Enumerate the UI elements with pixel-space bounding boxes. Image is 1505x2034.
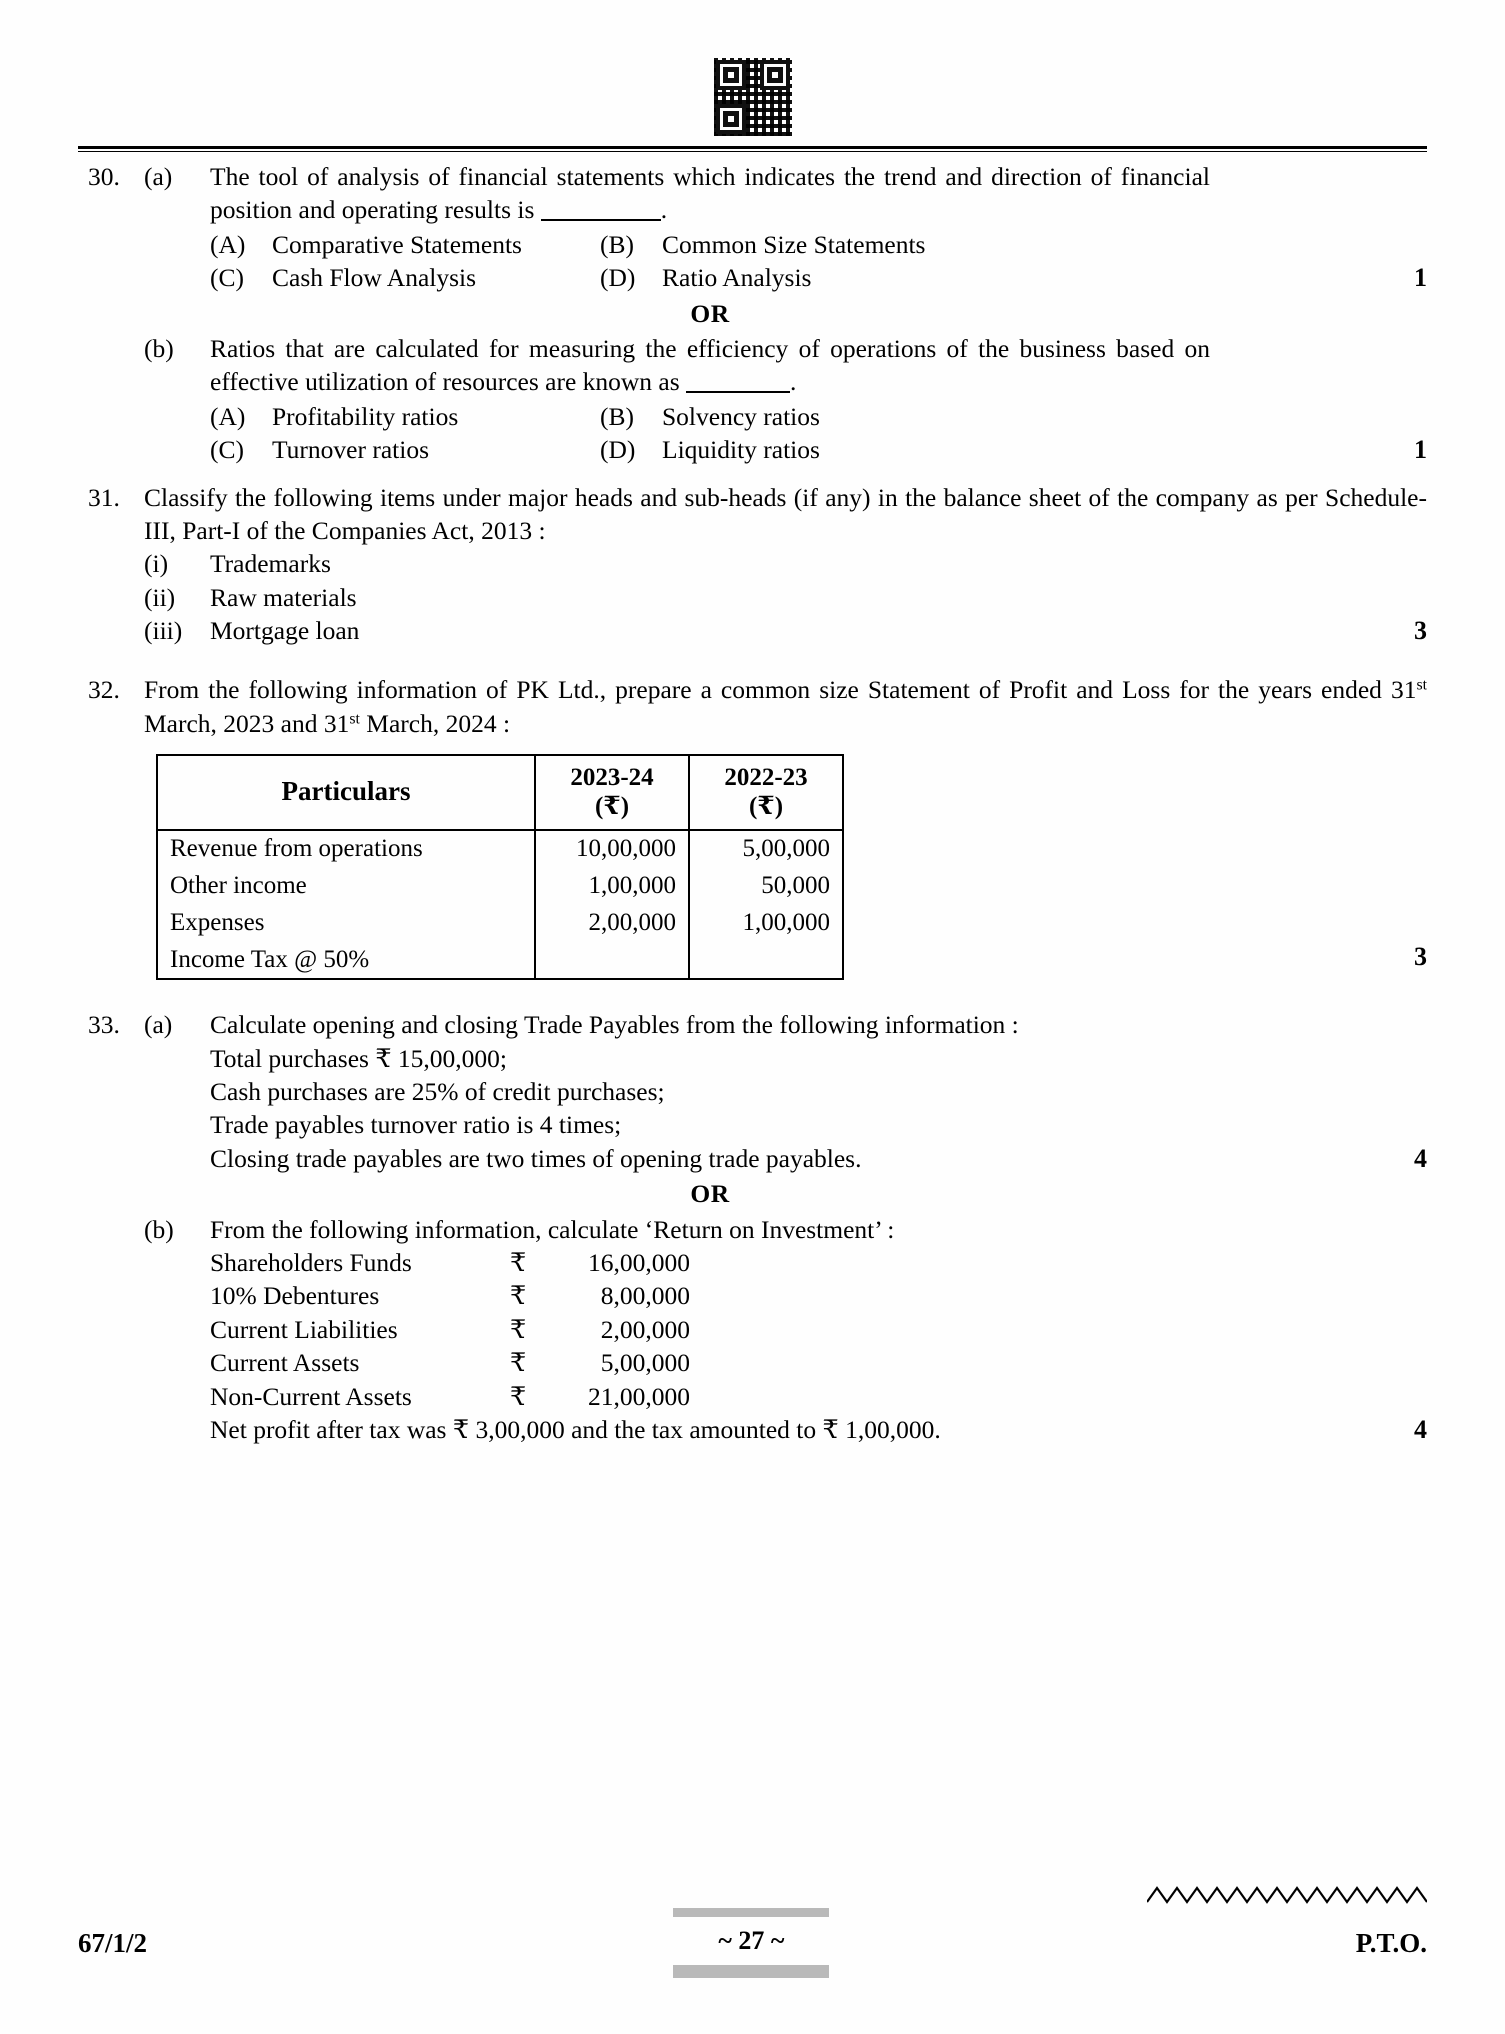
option-d-label: Ratio Analysis xyxy=(662,263,812,293)
item-key: (i) xyxy=(144,549,169,579)
question-33a-line-1: Total purchases ₹ 15,00,000; xyxy=(210,1043,508,1073)
question-33b-text: From the following information, calculate ‘Return on Investment’ : xyxy=(210,1214,895,1244)
page-number: ~ 27 ~ xyxy=(718,1926,785,1955)
option-b-key: (B) xyxy=(600,401,634,431)
rupee-symbol: ₹ xyxy=(510,1314,527,1344)
option-d[interactable] xyxy=(600,261,1427,294)
list-item xyxy=(144,547,1427,580)
question-30b-stem-end: . xyxy=(790,367,797,397)
option-c[interactable] xyxy=(210,433,600,466)
question-31-marks: 3 xyxy=(1414,616,1427,646)
question-30a-stem: The tool of analysis of financial statements which indicates the trend and direction of financial position and operating results is xyxy=(210,162,1210,225)
column-header-2022-23-unit: (₹) xyxy=(748,793,784,821)
rupee-symbol: ₹ xyxy=(510,1381,527,1411)
option-b[interactable] xyxy=(600,228,1427,261)
question-33 xyxy=(78,1008,1427,1212)
table-row xyxy=(157,905,843,942)
item-label: Trademarks xyxy=(210,549,331,579)
cell-2022-23: 5,00,000 xyxy=(689,830,843,868)
question-30a-text xyxy=(210,160,1210,227)
question-30b xyxy=(78,332,1427,467)
question-33a-marks: 4 xyxy=(1414,1143,1427,1173)
amount-value: 16,00,000 xyxy=(588,1247,690,1277)
answer-blank xyxy=(541,219,661,221)
item-key: (iii) xyxy=(144,616,183,646)
item-key: (ii) xyxy=(144,582,176,612)
question-33-or-label: OR xyxy=(690,1179,730,1209)
question-32 xyxy=(78,673,1427,740)
question-33b-label: (b) xyxy=(144,1214,174,1244)
option-a[interactable] xyxy=(210,228,600,261)
amount-row xyxy=(210,1279,1427,1312)
question-30a-marks: 1 xyxy=(1414,263,1427,293)
amount-value: 8,00,000 xyxy=(600,1281,690,1311)
rupee-symbol: ₹ xyxy=(510,1281,527,1311)
question-33a-text: Calculate opening and closing Trade Payables from the following information : xyxy=(210,1010,1019,1040)
question-33a-line-4: Closing trade payables are two times of opening trade payables. xyxy=(210,1143,862,1173)
option-a-key: (A) xyxy=(210,229,246,259)
amount-row xyxy=(210,1246,1427,1279)
question-30b-text xyxy=(210,332,1210,399)
cell-2022-23: 1,00,000 xyxy=(689,905,843,942)
paper-code: 67/1/2 xyxy=(78,1927,148,1958)
amount-row xyxy=(210,1313,1427,1346)
qr-code-container xyxy=(0,58,1505,136)
column-header-2023-24-unit: (₹) xyxy=(594,793,630,821)
question-33a-line-3: Trade payables turnover ratio is 4 times; xyxy=(210,1110,622,1140)
option-d-key: (D) xyxy=(600,435,636,465)
question-32-text xyxy=(144,673,1427,740)
header-divider xyxy=(78,146,1427,152)
option-d-key: (D) xyxy=(600,263,636,293)
option-b-key: (B) xyxy=(600,229,634,259)
pto-label: P.T.O. xyxy=(1355,1927,1427,1958)
amount-label: Non-Current Assets xyxy=(210,1381,412,1411)
ordinal-suffix: st xyxy=(349,710,360,728)
ordinal-suffix: st xyxy=(1416,676,1427,694)
cell-2023-24 xyxy=(535,942,689,980)
question-31 xyxy=(78,481,1427,648)
question-32-text-part3: March, 2024 : xyxy=(359,708,511,738)
qr-code-icon xyxy=(714,58,792,136)
column-header-2022-23 xyxy=(689,755,843,830)
question-33b-amounts xyxy=(210,1246,1427,1413)
table-header-row xyxy=(157,755,843,830)
profit-loss-table-wrapper xyxy=(156,754,1427,980)
amount-label: Current Assets xyxy=(210,1348,360,1378)
question-33-number: 33. xyxy=(88,1010,120,1040)
cell-2023-24: 10,00,000 xyxy=(535,830,689,868)
question-32-text-part1: From the following information of PK Ltd., prepare a common size Statement of Profit and Loss for the years ended 31 xyxy=(144,675,1417,705)
column-header-particulars: Particulars xyxy=(157,755,535,830)
cell-particulars: Other income xyxy=(157,868,535,905)
option-c[interactable] xyxy=(210,261,600,294)
option-a-label: Comparative Statements xyxy=(272,229,522,259)
list-item xyxy=(144,581,1427,614)
question-33b-closing-wrapper xyxy=(210,1413,1427,1446)
question-30b-label: (b) xyxy=(144,333,174,363)
cell-2022-23 xyxy=(689,942,843,980)
question-33a-line-4-wrapper xyxy=(210,1142,1427,1175)
question-30b-stem: Ratios that are calculated for measuring the efficiency of operations of the business based on effective utilization of resources are known as xyxy=(210,333,1210,397)
question-32-text-part2: March, 2023 and 31 xyxy=(144,708,350,738)
item-label: Raw materials xyxy=(210,582,357,612)
cell-2022-23: 50,000 xyxy=(689,868,843,905)
option-a[interactable] xyxy=(210,400,600,433)
question-30a-options xyxy=(210,228,1427,295)
answer-blank xyxy=(686,391,790,393)
question-30-number: 30. xyxy=(88,162,120,191)
questions-content xyxy=(78,160,1427,1446)
option-b-label: Common Size Statements xyxy=(662,229,926,259)
amount-label: Shareholders Funds xyxy=(210,1247,412,1277)
amount-label: 10% Debentures xyxy=(210,1281,380,1311)
option-d[interactable] xyxy=(600,433,1427,466)
question-32-number: 32. xyxy=(88,675,120,705)
page-bar-bottom xyxy=(673,1965,829,1978)
page-footer xyxy=(78,1908,1427,1978)
question-33a-line-2: Cash purchases are 25% of credit purchases; xyxy=(210,1077,665,1107)
option-c-label: Cash Flow Analysis xyxy=(272,263,477,293)
column-header-2023-24 xyxy=(535,755,689,830)
cell-particulars: Expenses xyxy=(157,905,535,942)
option-d-label: Liquidity ratios xyxy=(662,435,820,465)
amount-row xyxy=(210,1346,1427,1379)
question-32-marks: 3 xyxy=(1414,942,1427,972)
list-item xyxy=(144,614,1427,647)
cell-2023-24: 2,00,000 xyxy=(535,905,689,942)
amount-label: Current Liabilities xyxy=(210,1314,398,1344)
amount-value: 5,00,000 xyxy=(600,1348,690,1378)
option-c-label: Turnover ratios xyxy=(272,435,430,465)
profit-loss-table xyxy=(156,754,844,980)
amount-value: 2,00,000 xyxy=(600,1314,690,1344)
squiggle-decoration xyxy=(1147,1884,1427,1906)
cell-particulars: Revenue from operations xyxy=(157,830,535,868)
question-33b xyxy=(78,1213,1427,1447)
cell-2023-24: 1,00,000 xyxy=(535,868,689,905)
amount-row xyxy=(210,1380,1427,1413)
table-row xyxy=(157,942,843,980)
question-30b-options xyxy=(210,400,1427,467)
question-31-items xyxy=(144,547,1427,647)
rupee-symbol: ₹ xyxy=(510,1348,527,1378)
question-30a-label: (a) xyxy=(144,162,173,191)
option-c-key: (C) xyxy=(210,263,244,293)
question-30 xyxy=(78,160,1427,332)
option-b-label: Solvency ratios xyxy=(662,401,820,431)
option-b[interactable] xyxy=(600,400,1427,433)
question-33b-closing-line: Net profit after tax was ₹ 3,00,000 and the tax amounted to ₹ 1,00,000. xyxy=(210,1414,941,1444)
page-bar-top xyxy=(673,1908,829,1917)
amount-value: 21,00,000 xyxy=(588,1381,690,1411)
question-31-text: Classify the following items under major heads and sub-heads (if any) in the balance sheet of the company as per Schedule-III, Part-I of the Companies Act, 2013 : xyxy=(144,482,1427,545)
question-33b-marks: 4 xyxy=(1414,1414,1427,1444)
rupee-symbol: ₹ xyxy=(510,1247,527,1277)
question-31-number: 31. xyxy=(88,482,120,512)
column-header-2023-24-year: 2023-24 xyxy=(570,764,654,792)
question-30-or-label: OR xyxy=(690,298,730,328)
option-a-label: Profitability ratios xyxy=(272,401,459,431)
item-label: Mortgage loan xyxy=(210,616,360,646)
question-33a-label: (a) xyxy=(144,1010,173,1040)
question-30b-marks: 1 xyxy=(1414,435,1427,465)
page-number-box xyxy=(673,1908,829,1978)
column-header-2022-23-year: 2022-23 xyxy=(724,764,808,792)
option-c-key: (C) xyxy=(210,435,244,465)
option-a-key: (A) xyxy=(210,401,246,431)
table-row xyxy=(157,830,843,868)
table-row xyxy=(157,868,843,905)
question-30a-stem-end: . xyxy=(660,195,668,225)
cell-particulars: Income Tax @ 50% xyxy=(157,942,535,980)
